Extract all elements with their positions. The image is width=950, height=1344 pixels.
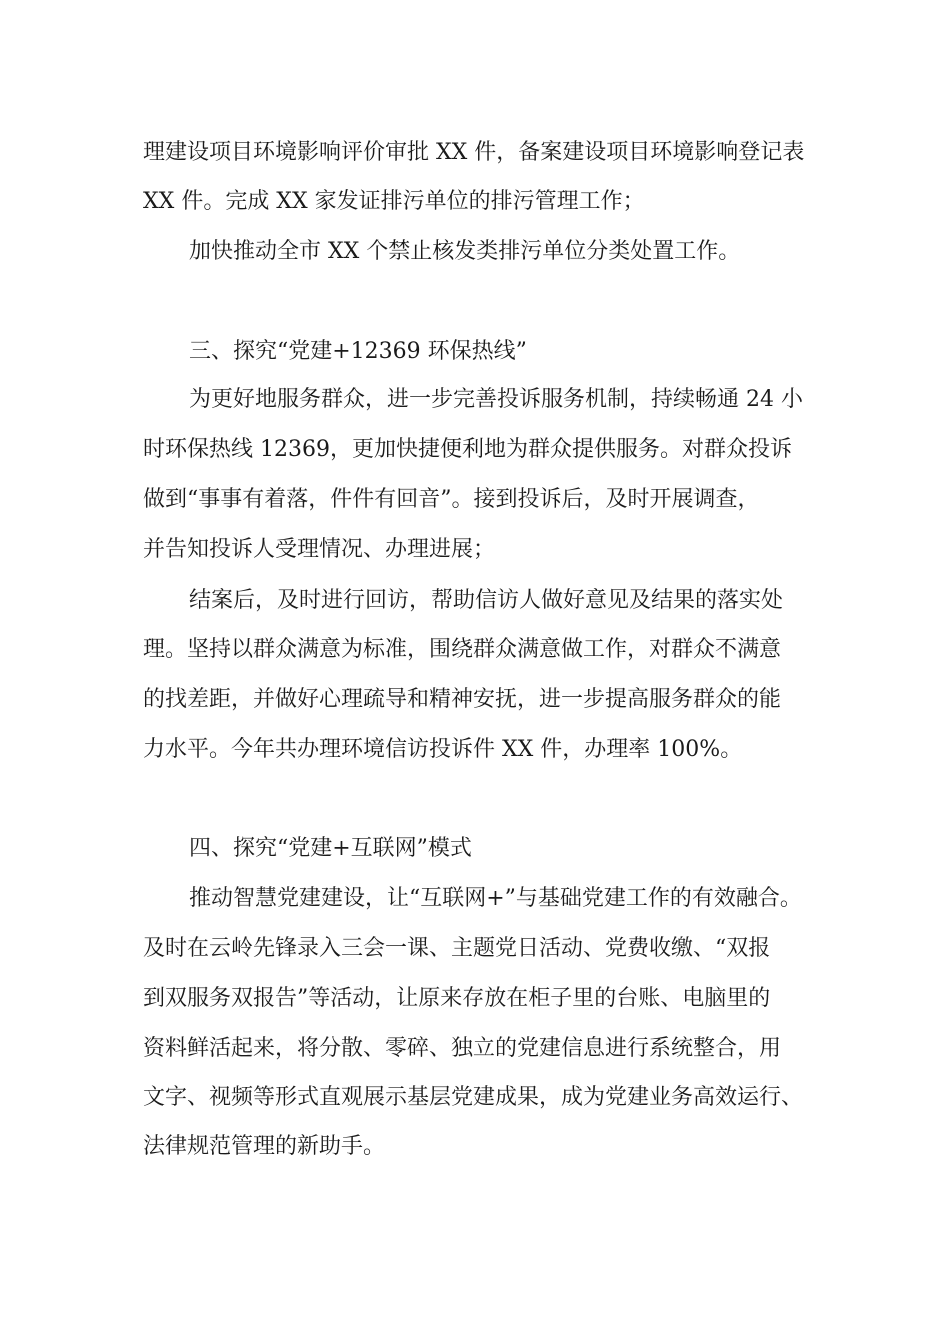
- section-heading-3: 三、探究“党建+12369 环保热线”: [189, 339, 527, 364]
- paragraph-line: 力水平。今年共办理环境信访投诉件 XX 件，办理率 100%。: [143, 737, 743, 762]
- paragraph-line: 结案后，及时进行回访，帮助信访人做好意见及结果的落实处: [189, 588, 784, 613]
- paragraph-line: 到双服务双报告”等活动，让原来存放在柜子里的台账、电脑里的: [143, 986, 771, 1011]
- paragraph-line: 做到“事事有着落，件件有回音”。接到投诉后，及时开展调查，: [143, 487, 760, 512]
- paragraph-line: 法律规范管理的新助手。: [143, 1134, 386, 1159]
- paragraph-line: 文字、视频等形式直观展示基层党建成果，成为党建业务高效运行、: [143, 1085, 804, 1110]
- paragraph-line: XX 件。完成 XX 家发证排污单位的排污管理工作；: [143, 189, 645, 214]
- paragraph-line: 推动智慧党建建设，让“互联网+”与基础党建工作的有效融合。: [189, 886, 802, 911]
- section-heading-4: 四、探究“党建+互联网”模式: [189, 836, 472, 861]
- paragraph-line: 的找差距，并做好心理疏导和精神安抚，进一步提高服务群众的能: [143, 687, 782, 712]
- paragraph-line: 理建设项目环境影响评价审批 XX 件，备案建设项目环境影响登记表: [143, 140, 805, 165]
- paragraph-line: 为更好地服务群众，进一步完善投诉服务机制，持续畅通 24 小: [189, 387, 803, 412]
- paragraph-line: 及时在云岭先锋录入三会一课、主题党日活动、党费收缴、“双报: [143, 936, 771, 961]
- paragraph-line: 并告知投诉人受理情况、办理进展；: [143, 537, 496, 562]
- paragraph-line: 加快推动全市 XX 个禁止核发类排污单位分类处置工作。: [189, 239, 741, 264]
- paragraph-line: 理。坚持以群众满意为标准，围绕群众满意做工作，对群众不满意: [143, 637, 782, 662]
- paragraph-line: 资料鲜活起来，将分散、零碎、独立的党建信息进行系统整合，用: [143, 1036, 782, 1061]
- paragraph-line: 时环保热线 12369，更加快捷便利地为群众提供服务。对群众投诉: [143, 437, 792, 462]
